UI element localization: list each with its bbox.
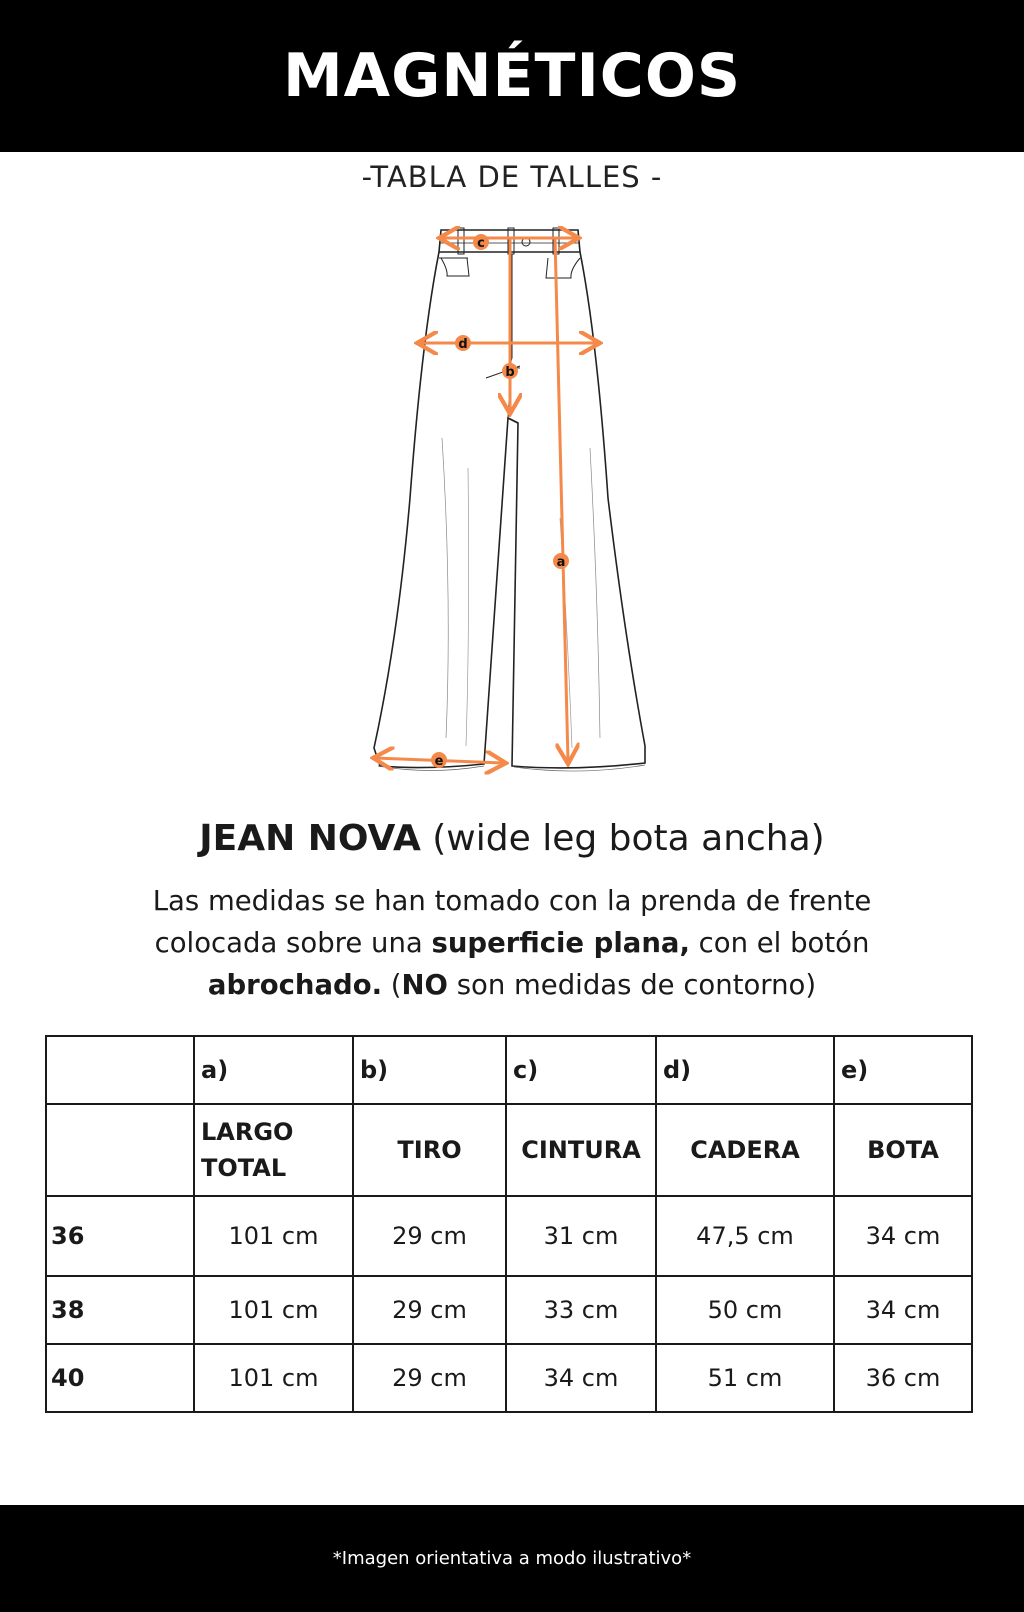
desc-bold: NO (401, 969, 448, 1001)
table-cell: 47,5 cm (656, 1196, 834, 1276)
table-cell: 29 cm (353, 1276, 506, 1344)
measure-letter: d) (656, 1036, 834, 1104)
desc-text: colocada sobre una (154, 927, 432, 959)
measure-letter: e) (834, 1036, 972, 1104)
footer-note: *Imagen orientativa a modo ilustrativo* (332, 1548, 692, 1569)
column-header-largo: LARGO TOTAL (201, 1118, 294, 1182)
jeans-measurement-illustration (0, 218, 1024, 798)
table-cell: 34 cm (506, 1344, 656, 1412)
desc-line-1: Las medidas se han tomado con la prenda de frente (152, 885, 872, 917)
desc-bold: superficie plana, (431, 927, 690, 959)
column-header (194, 1104, 353, 1196)
product-name: JEAN NOVA (199, 818, 421, 859)
brand-title: MAGNÉTICOS (282, 41, 742, 111)
size-label: 38 (46, 1276, 194, 1344)
measure-letter: c) (506, 1036, 656, 1104)
measurement-description (90, 880, 934, 1006)
column-header: BOTA (834, 1104, 972, 1196)
table-row (46, 1276, 972, 1344)
table-cell: 50 cm (656, 1276, 834, 1344)
column-header: CADERA (656, 1104, 834, 1196)
table-cell: 101 cm (194, 1344, 353, 1412)
table-row (46, 1196, 972, 1276)
product-detail: (wide leg bota ancha) (420, 818, 825, 859)
table-cell: 101 cm (194, 1196, 353, 1276)
table-cell: 31 cm (506, 1196, 656, 1276)
table-cell-empty (46, 1036, 194, 1104)
desc-text: ( (382, 969, 402, 1001)
desc-text: con el botón (689, 927, 870, 959)
svg-text:b: b (505, 365, 515, 380)
measure-letter: b) (353, 1036, 506, 1104)
table-row (46, 1036, 972, 1104)
table-cell: 36 cm (834, 1344, 972, 1412)
table-cell-empty (46, 1104, 194, 1196)
header-banner (0, 0, 1024, 152)
table-cell: 34 cm (834, 1196, 972, 1276)
size-chart-subtitle: -TABLA DE TALLES - (361, 160, 663, 194)
column-header: CINTURA (506, 1104, 656, 1196)
svg-text:d: d (458, 337, 468, 352)
column-header: TIRO (353, 1104, 506, 1196)
svg-text:e: e (434, 754, 444, 769)
table-row (46, 1104, 972, 1196)
table-cell: 34 cm (834, 1276, 972, 1344)
desc-bold: abrochado. (207, 969, 383, 1001)
footer-banner (0, 1505, 1024, 1612)
table-cell: 29 cm (353, 1344, 506, 1412)
size-label: 40 (46, 1344, 194, 1412)
table-cell: 33 cm (506, 1276, 656, 1344)
table-cell: 51 cm (656, 1344, 834, 1412)
table-cell: 101 cm (194, 1276, 353, 1344)
table-cell: 29 cm (353, 1196, 506, 1276)
measure-letter: a) (194, 1036, 353, 1104)
product-title (0, 818, 1024, 859)
size-label: 36 (46, 1196, 194, 1276)
desc-text: son medidas de contorno) (447, 969, 817, 1001)
table-row (46, 1344, 972, 1412)
measurement-markers (431, 234, 569, 769)
svg-text:a: a (556, 555, 566, 570)
size-table (45, 1035, 973, 1413)
svg-text:c: c (477, 236, 485, 251)
